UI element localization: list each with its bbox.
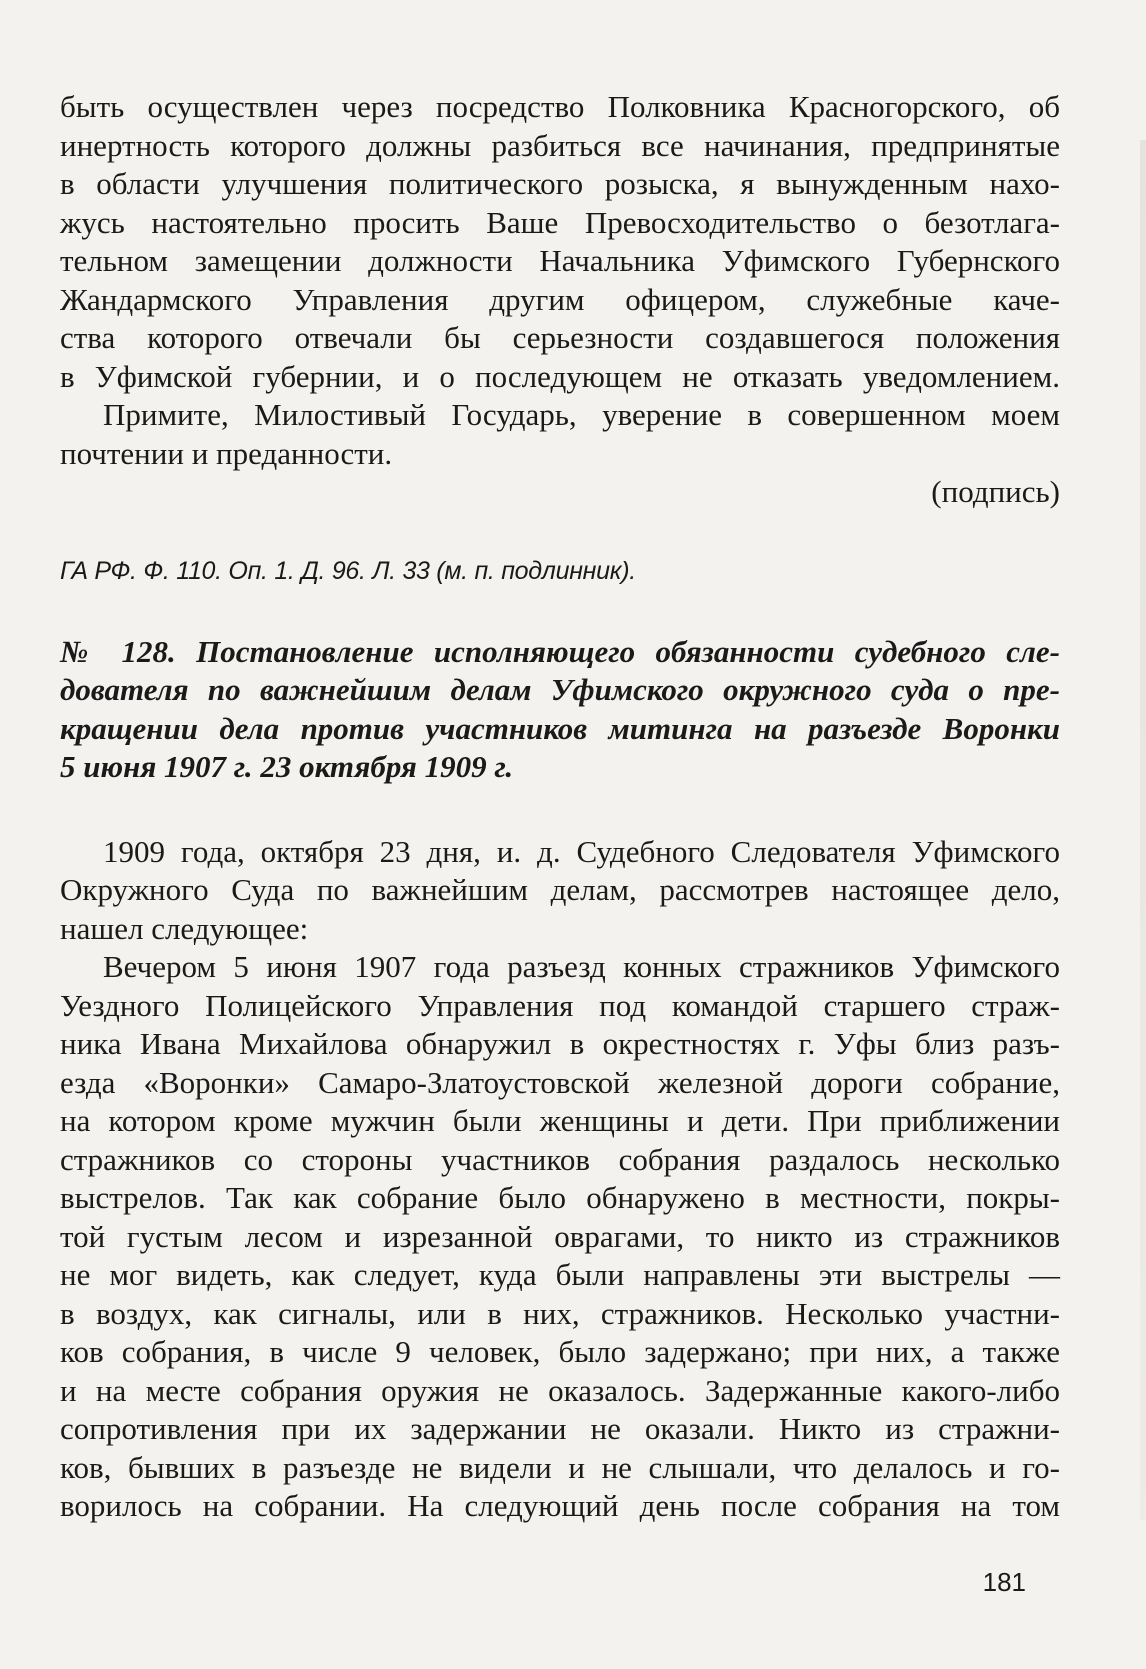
letter-ending <box>60 88 1060 512</box>
text-line: езда «Воронки» Самаро-Златоустовской железной дороги собрание, <box>60 1064 1060 1100</box>
title-line: кращении дела против участников митинга на разъезде Воронки <box>60 710 1060 746</box>
page-edge-shadow <box>1140 140 1146 1520</box>
document-body <box>60 833 1060 1526</box>
text-line: быть осуществлен через посредство Полковника Красногорского, об <box>60 89 1060 124</box>
text-line: Жандармского Управления другим офицером, служебные каче- <box>60 281 1060 317</box>
text-line: в Уфимской губернии, и о последующем не отказать уведомлением. <box>60 358 1060 394</box>
text-line: жусь настоятельно просить Ваше Превосходительство о безотлага- <box>60 204 1060 240</box>
text-line: ства которого отвечали бы серьезности создавшегося положения <box>60 320 1060 355</box>
text-line: в воздух, как сигналы, или в них, стражников. Несколько участни- <box>60 1295 1060 1331</box>
text-line: ворилось на собрании. На следующий день после собрания на том <box>60 1488 1060 1523</box>
text-line: и на месте собрания оружия не оказалось. Задержанные какого-либо <box>60 1372 1060 1408</box>
text-line: стражников со стороны участников собрания раздалось несколько <box>60 1141 1060 1177</box>
text-line: ков, бывших в разъезде не видели и не слышали, что делалось и го- <box>60 1449 1060 1485</box>
closing-line: почтении и преданности. <box>60 435 393 471</box>
text-line: не мог видеть, как следует, куда были направлены эти выстрелы — <box>60 1257 1060 1292</box>
text-line: Окружного Суда по важнейшим делам, рассмотрев настоящее дело, <box>60 872 1060 907</box>
page-number: 181 <box>982 1567 1026 1597</box>
text-line: ника Ивана Михайлова обнаружил в окрестностях г. Уфы близ разъ- <box>60 1026 1060 1061</box>
text-line: в области улучшения политического розыска, я вынужденным нахо- <box>60 166 1060 201</box>
signature: (подпись) <box>931 474 1060 509</box>
page-content <box>60 88 1060 1526</box>
title-line: 5 июня 1907 г. 23 октября 1909 г. <box>60 749 514 784</box>
title-line: № 128. Постановление исполняющего обязанности судебного сле- <box>60 633 1060 669</box>
text-line: ков собрания, в числе 9 человек, было задержано; при них, а также <box>60 1334 1060 1369</box>
text-line: выстрелов. Так как собрание было обнаружено в местности, покры- <box>60 1180 1060 1215</box>
text-line: той густым лесом и изрезанной оврагами, то никто из стражников <box>60 1218 1060 1254</box>
text-line: инертность которого должны разбиться все начинания, предпринятые <box>60 127 1060 163</box>
archive-reference: ГА РФ. Ф. 110. Оп. 1. Д. 96. Л. 33 (м. п. подлинник). <box>60 556 636 585</box>
text-line: Вечером 5 июня 1907 года разъезд конных стражников Уфимского <box>103 949 1060 984</box>
text-line: 1909 года, октября 23 дня, и. д. Судебного Следователя Уфимского <box>103 833 1060 869</box>
text-line: нашел следующее: <box>60 910 309 946</box>
title-line: дователя по важнейшим делам Уфимского окружного суда о пре- <box>60 672 1060 707</box>
document-title <box>60 633 1060 787</box>
text-line: на котором кроме мужчин были женщины и дети. При приближении <box>60 1103 1060 1138</box>
text-line: сопротивления при их задержании не оказали. Никто из стражни- <box>60 1411 1060 1446</box>
text-line: Уездного Полицейского Управления под командой старшего страж- <box>60 987 1060 1023</box>
text-line: тельном замещении должности Начальника Уфимского Губернского <box>60 243 1060 278</box>
closing-line: Примите, Милостивый Государь, уверение в совершенном моем <box>103 397 1060 432</box>
